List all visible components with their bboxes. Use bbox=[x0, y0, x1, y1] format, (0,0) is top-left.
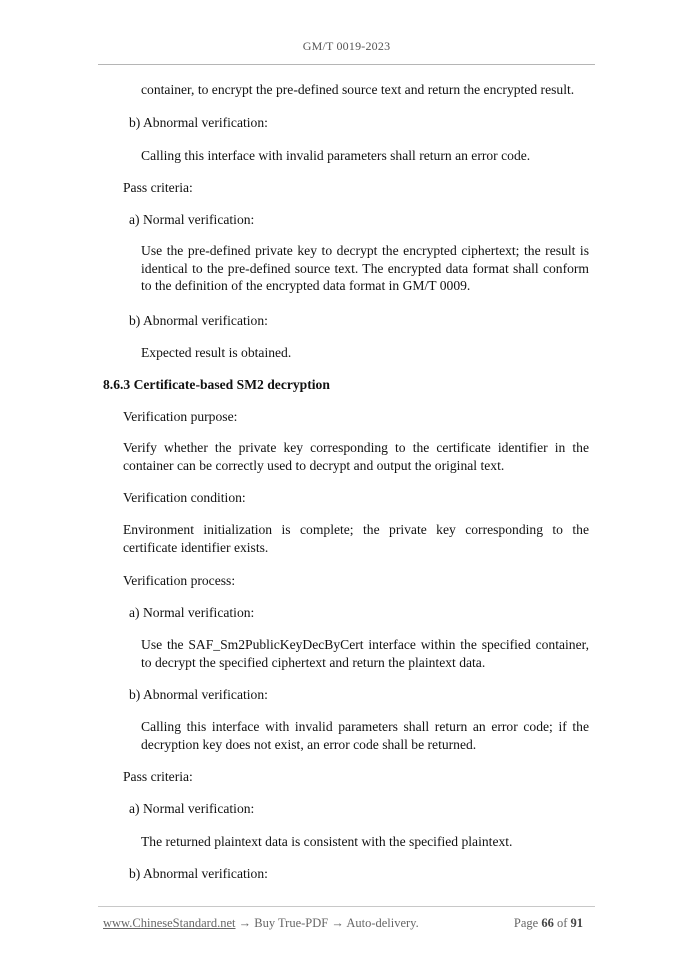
body-text: Calling this interface with invalid parameters shall return an error code. bbox=[141, 148, 531, 163]
section-label-pass-criteria: Pass criteria: bbox=[123, 769, 193, 784]
list-item-normal-verification: a) Normal verification: bbox=[129, 212, 255, 227]
page-label: Page bbox=[513, 916, 539, 930]
arrow-icon: → bbox=[238, 916, 252, 930]
buy-link[interactable]: Buy True-PDF bbox=[254, 916, 329, 930]
body-paragraph: Environment initialization is complete; the private key corresponding to the certificate identifier exists. bbox=[123, 522, 589, 555]
document-header: GM/T 0019-2023 bbox=[302, 39, 391, 53]
list-item-abnormal-verification: b) Abnormal verification: bbox=[129, 866, 268, 881]
list-item-abnormal-verification: b) Abnormal verification: bbox=[129, 687, 268, 702]
list-item-normal-verification: a) Normal verification: bbox=[129, 801, 255, 816]
footer-links bbox=[103, 916, 419, 931]
list-item-abnormal-verification: b) Abnormal verification: bbox=[129, 115, 268, 130]
section-label-verification-purpose: Verification purpose: bbox=[123, 409, 238, 424]
footer-divider bbox=[98, 906, 595, 907]
body-paragraph: Verify whether the private key corresponding to the certificate identifier in the container can be correctly used to decrypt and output the original text. bbox=[123, 440, 589, 473]
section-heading: 8.6.3 Certificate-based SM2 decryption bbox=[103, 377, 330, 392]
page-of-label: of bbox=[556, 916, 568, 930]
section-label-pass-criteria: Pass criteria: bbox=[123, 180, 193, 195]
body-text: The returned plaintext data is consistent with the specified plaintext. bbox=[141, 834, 513, 849]
site-link[interactable]: www.ChineseStandard.net bbox=[103, 916, 236, 930]
body-paragraph: Use the SAF_Sm2PublicKeyDecByCert interface within the specified container, to decrypt the specified ciphertext and return the plaintext data. bbox=[141, 637, 589, 670]
page-number bbox=[514, 916, 583, 931]
body-text: Expected result is obtained. bbox=[141, 345, 292, 360]
section-label-verification-process: Verification process: bbox=[123, 573, 236, 588]
current-page: 66 bbox=[541, 916, 554, 930]
header-divider bbox=[98, 64, 595, 65]
body-paragraph: Calling this interface with invalid parameters shall return an error code; if the decryption key does not exist, an error code shall be returned. bbox=[141, 719, 589, 752]
body-paragraph: Use the pre-defined private key to decrypt the encrypted ciphertext; the result is identical to the pre-defined source text. The encrypted data format shall conform to the definition of the encrypted data format in GM/T 0009. bbox=[141, 243, 589, 293]
total-pages: 91 bbox=[570, 916, 583, 930]
arrow-icon: → bbox=[331, 916, 344, 930]
section-label-verification-condition: Verification condition: bbox=[123, 490, 246, 505]
delivery-text: Auto-delivery. bbox=[346, 916, 419, 930]
list-item-normal-verification: a) Normal verification: bbox=[129, 605, 255, 620]
continued-line: container, to encrypt the pre-defined source text and return the encrypted result. bbox=[141, 82, 575, 97]
list-item-abnormal-verification: b) Abnormal verification: bbox=[129, 313, 268, 328]
